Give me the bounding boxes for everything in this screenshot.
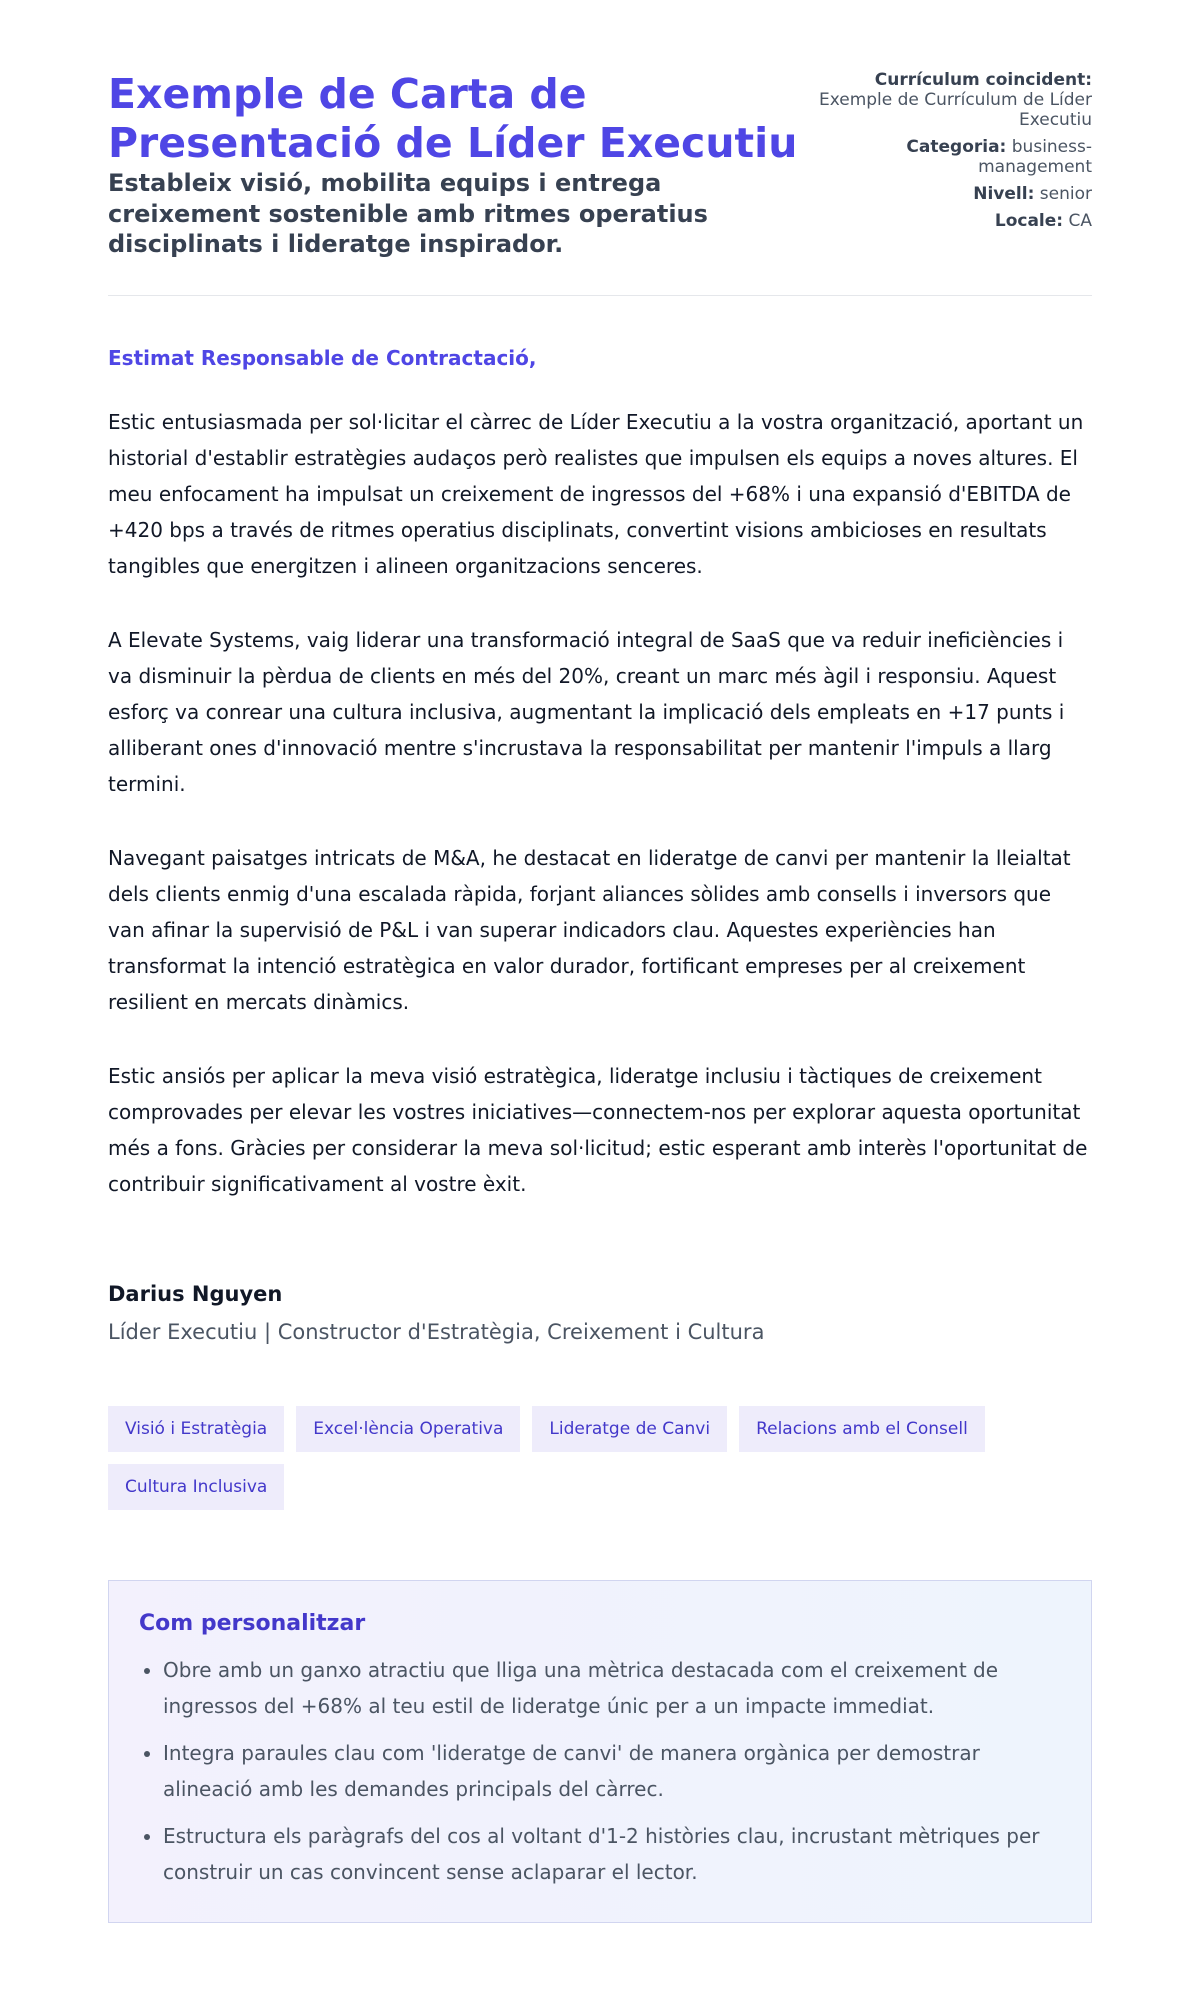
tips-title: Com personalitzar — [139, 1611, 366, 1637]
signature-title: Líder Executiu | Constructor d'Estratègia, Creixement i Cultura — [108, 1320, 765, 1345]
header — [108, 0, 1092, 296]
meta-level-value: senior — [1039, 184, 1092, 205]
skill-tag: Visió i Estratègia — [108, 1406, 284, 1452]
meta-level-label: Nivell: — [973, 184, 1035, 205]
skill-tag: Lideratge de Canvi — [532, 1406, 727, 1452]
salutation: Estimat Responsable de Contractació, — [108, 346, 537, 371]
meta-level — [804, 184, 1092, 204]
meta-resume-value: Exemple de Currículum de Líder Executiu — [818, 90, 1092, 131]
page-subtitle: Estableix visió, mobilita equips i entrega creixement sostenible amb ritmes operatius disciplinats i lideratge inspirador. — [108, 169, 708, 258]
letter-body — [108, 296, 1092, 1202]
meta-category-value: business-management — [978, 137, 1092, 178]
meta-category-label: Categoria: — [906, 137, 1007, 158]
tips-list — [139, 1652, 1061, 1890]
meta-resume-label: Currículum coincident: — [874, 70, 1092, 90]
meta-matching-resume — [804, 70, 1092, 130]
skill-tag: Cultura Inclusiva — [108, 1464, 284, 1510]
meta-locale — [804, 211, 1092, 231]
tip-item: • Estructura els paràgrafs del cos al voltant d'1-2 històries clau, incrustant mètriques per construir un cas convincent sense aclaparar el lector. — [163, 1818, 1061, 1890]
meta-locale-value: CA — [1068, 211, 1092, 232]
page-title: Exemple de Carta de Presentació de Líder Executiu — [108, 70, 798, 168]
signature-name: Darius Nguyen — [108, 1282, 283, 1307]
skill-tag: Excel·lència Operativa — [296, 1406, 520, 1452]
skill-tags — [108, 1406, 1068, 1510]
customization-tips — [108, 1580, 1092, 1923]
tip-item: • Obre amb un ganxo atractiu que lliga una mètrica destacada com el creixement de ingressos del +68% al teu estil de lideratge únic per a un impacte immediat. — [163, 1652, 1061, 1724]
signature — [108, 1282, 1092, 1344]
letter-paragraph: A Elevate Systems, vaig liderar una transformació integral de SaaS que va reduir ineficiències i va disminuir la pèrdua de clients en més del 20%, creant un marc més àgil i responsiu. Aquest esforç va conrear una cultura inclusiva, augmentant la implicació dels empleats en +17 punts i alliberant ones d'innovació mentre s'incrustava la responsabilitat per mantenir l'impuls a llarg termini. — [108, 628, 1065, 797]
tip-item: • Integra paraules clau com 'lideratge de canvi' de manera orgànica per demostrar alineació amb les demandes principals del càrrec. — [163, 1735, 1061, 1807]
metadata-panel — [804, 70, 1092, 238]
skill-tag: Relacions amb el Consell — [739, 1406, 985, 1452]
meta-locale-label: Locale: — [994, 211, 1064, 232]
letter-paragraph: Navegant paisatges intricats de M&A, he destacat en lideratge de canvi per mantenir la lleialtat dels clients enmig d'una escalada ràpida, forjant aliances sòlides amb consells i inversors que van afinar la supervisió de P&L i van superar indicadors clau. Aquestes experiències han transformat la intenció estratègica en valor durador, fortificant empreses per al creixement resilient en mercats dinàmics. — [108, 846, 1071, 1015]
meta-category — [804, 137, 1092, 177]
letter-paragraph: Estic ansiós per aplicar la meva visió estratègica, lideratge inclusiu i tàctiques de creixement comprovades per elevar les vostres iniciatives—connectem-nos per explorar aquesta oportunitat més a fons. Gràcies per considerar la meva sol·licitud; estic esperant amb interès l'oportunitat de contribuir significativament al vostre èxit. — [108, 1064, 1088, 1197]
title-block — [108, 70, 804, 259]
letter-paragraph: Estic entusiasmada per sol·licitar el càrrec de Líder Executiu a la vostra organització, aportant un historial d'establir estratègies audaços però realistes que impulsen els equips a noves altures. El meu enfocament ha impulsat un creixement de ingressos del +68% i una expansió d'EBITDA de +420 bps a través de ritmes operatius disciplinats, convertint visions ambicioses en resultats tangibles que energitzen i alineen organitzacions senceres. — [108, 410, 1084, 579]
